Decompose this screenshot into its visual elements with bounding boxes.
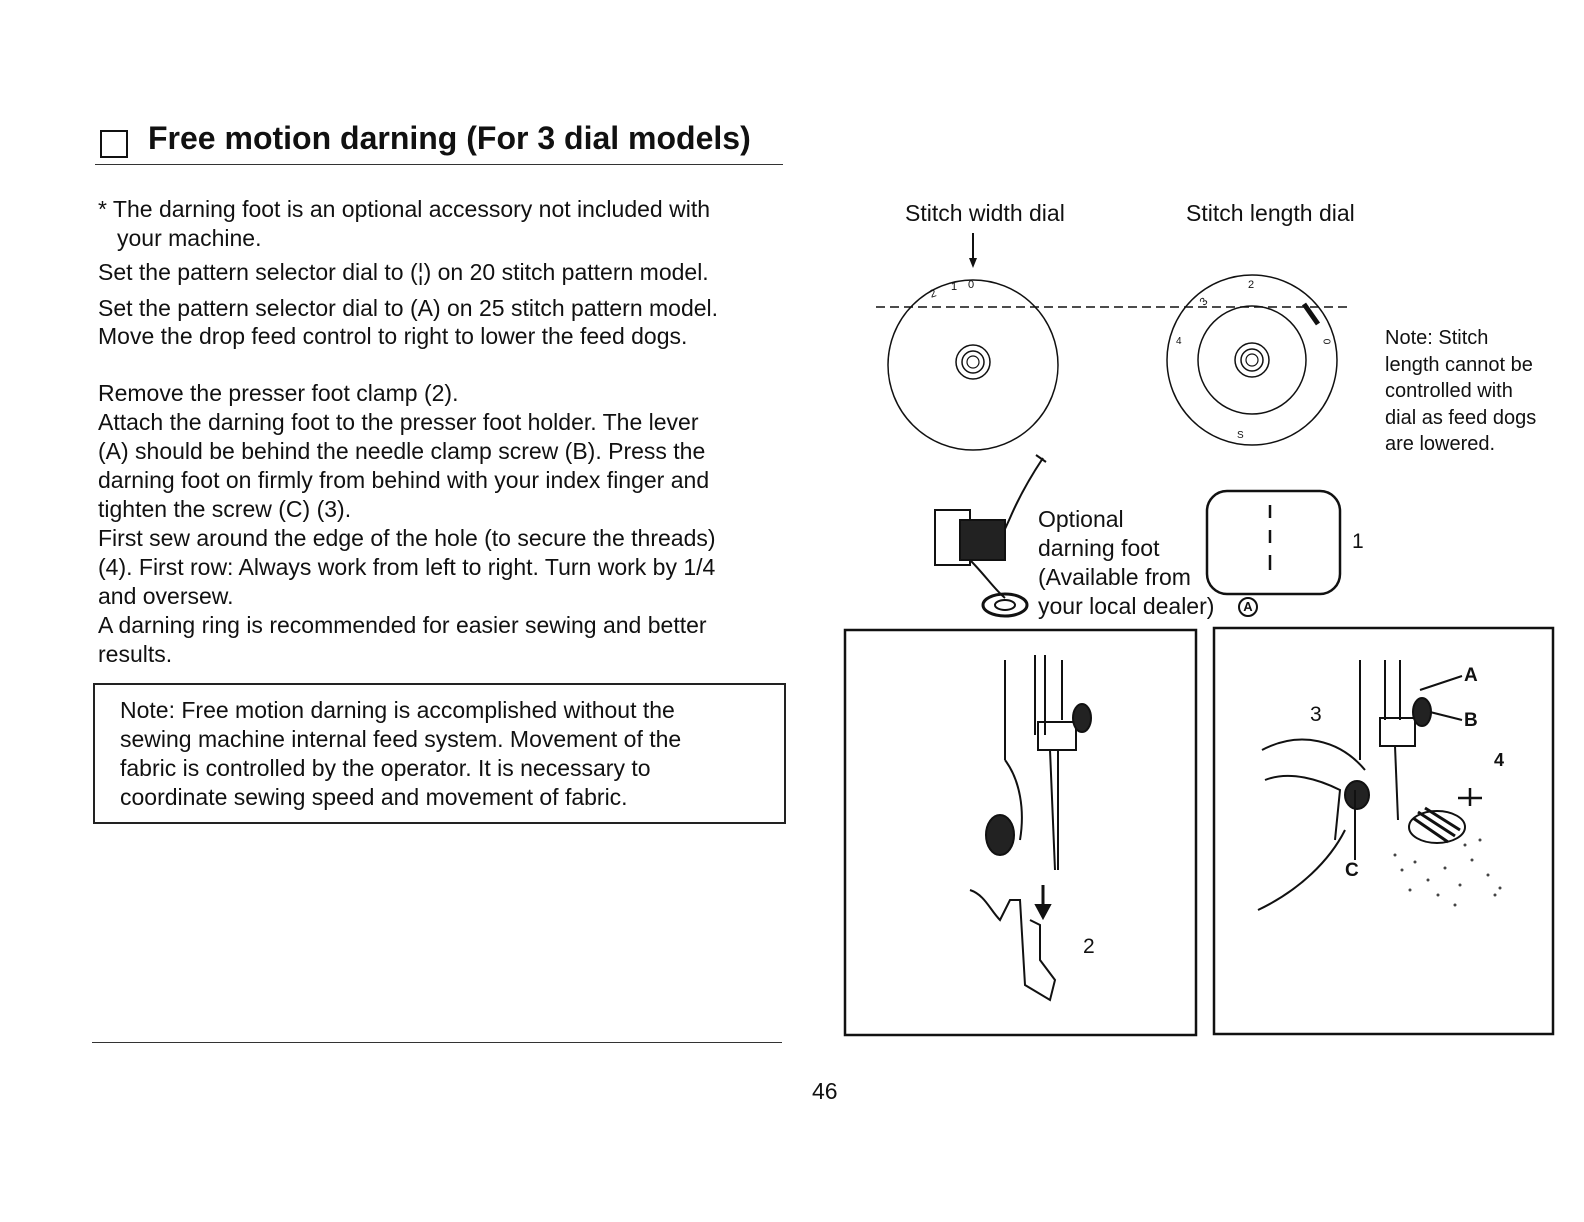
darning-hand-icon: [1258, 660, 1482, 910]
page-title: Free motion darning (For 3 dial models): [148, 120, 751, 156]
body-line: darning foot on firmly from behind with your index finger and: [98, 467, 710, 493]
length-dial-mark: 3: [1197, 295, 1211, 309]
body-line: results.: [98, 641, 173, 667]
pattern-number-label: 1: [1352, 530, 1364, 553]
body-line: Remove the presser foot clamp (2).: [98, 380, 459, 406]
note-line: fabric is controlled by the operator. It is necessary to: [120, 755, 651, 781]
width-dial-mark: 0: [968, 279, 975, 291]
stitch-length-dial-label: Stitch length dial: [1186, 200, 1355, 226]
length-dial-mark: S: [1237, 430, 1244, 441]
body-line: your machine.: [117, 225, 262, 251]
caption-line: darning foot: [1038, 535, 1160, 561]
darning-foot-icon: [935, 455, 1046, 616]
body-line: Set the pattern selector dial to (A) on 25 stitch pattern model.: [98, 295, 719, 321]
side-note-line: length cannot be: [1385, 353, 1533, 376]
body-line: * The darning foot is an optional accessory not included with: [98, 196, 711, 222]
body-line: A darning ring is recommended for easier sewing and better: [98, 612, 707, 638]
body-line: (4). First row: Always work from left to right. Turn work by 1/4: [98, 554, 716, 580]
step-3-label: 3: [1310, 703, 1322, 726]
length-dial-mark: 0: [1320, 338, 1332, 345]
lever-a-label: A: [1464, 665, 1478, 686]
caption-line: (Available from: [1038, 564, 1191, 590]
fabric-texture: [1394, 839, 1502, 907]
circled-a-letter: A: [1243, 599, 1253, 614]
length-dial-mark: 4: [1176, 336, 1182, 347]
screw-c-label: C: [1345, 860, 1359, 881]
body-line: Set the pattern selector dial to (¦) on 20 stitch pattern model.: [98, 259, 709, 285]
caption-line: your local dealer): [1038, 593, 1215, 619]
side-note-line: Note: Stitch: [1385, 327, 1489, 349]
caption-line: Optional: [1038, 506, 1124, 532]
page-number: 46: [812, 1078, 838, 1104]
down-arrow-icon: [969, 233, 977, 268]
presser-foot-clamp-icon: [970, 655, 1091, 1000]
side-note-line: controlled with: [1385, 380, 1513, 402]
side-note-line: are lowered.: [1385, 433, 1496, 455]
darning-panel: [1214, 628, 1553, 1034]
stitch-length-dial-icon: [1167, 275, 1337, 445]
screw-b-label: B: [1464, 710, 1478, 731]
note-line: sewing machine internal feed system. Movement of the: [120, 726, 682, 752]
note-line: Note: Free motion darning is accomplished without the: [120, 697, 675, 723]
width-dial-mark: 1: [951, 281, 958, 293]
body-line: tighten the screw (C) (3).: [98, 496, 352, 522]
side-note-line: dial as feed dogs: [1385, 406, 1537, 429]
body-line: Attach the darning foot to the presser foot holder. The lever: [98, 409, 699, 435]
note-line: coordinate sewing speed and movement of fabric.: [120, 784, 628, 810]
body-line: and oversew.: [98, 583, 234, 609]
step-2-label: 2: [1083, 935, 1095, 958]
step-4-label: 4: [1494, 750, 1505, 770]
stitch-width-dial-icon: [888, 280, 1058, 450]
length-dial-mark: 2: [1248, 279, 1255, 291]
pattern-selector-window-icon: [1207, 491, 1340, 594]
body-line: (A) should be behind the needle clamp screw (B). Press the: [98, 438, 706, 464]
width-dial-mark: 2: [928, 287, 938, 301]
body-line: First sew around the edge of the hole (to secure the threads): [98, 525, 716, 551]
body-line: Move the drop feed control to right to lower the feed dogs.: [98, 323, 688, 349]
stitch-width-dial-label: Stitch width dial: [905, 200, 1065, 226]
